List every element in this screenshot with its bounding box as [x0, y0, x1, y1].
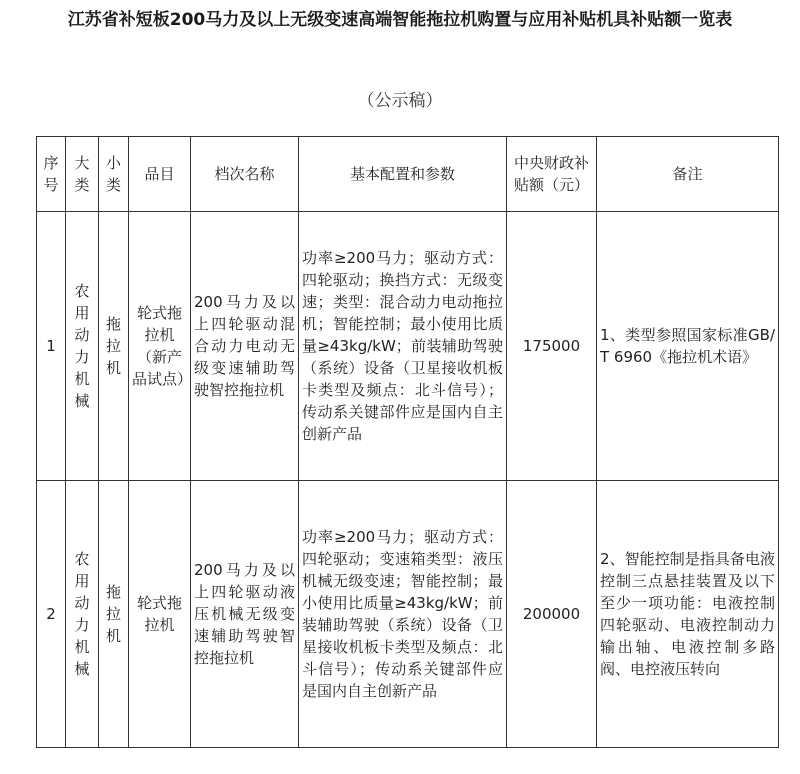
cell-seq: 1	[37, 212, 66, 481]
cell-config: 功率≥200马力；驱动方式：四轮驱动；换挡方式：无级变速；类型：混合动力电动拖拉机；智能控制；最小使用比质量≥43kg/kW；前装辅助驾驶（系统）设备（卫星接收机板卡类型及频点：北斗信号）；传动系关键部件应是国内自主创新产品	[299, 212, 507, 481]
table-row	[37, 212, 779, 481]
header-config: 基本配置和参数	[299, 137, 507, 212]
cell-grade: 200马力及以上四轮驱动液压机械无级变速辅助驾驶智控拖拉机	[191, 481, 299, 748]
cell-note: 1、类型参照国家标准GB/T 6960《拖拉机术语》	[597, 212, 779, 481]
page-subtitle: （公示稿）	[357, 91, 443, 111]
table-row	[37, 481, 779, 748]
cell-subsidy: 200000	[507, 481, 597, 748]
cell-subcategory: 拖拉机	[99, 481, 129, 748]
cell-note: 2、智能控制是指具备电液控制三点悬挂装置及以下至少一项功能：电液控制四轮驱动、电液控制动力输出轴、电液控制多路阀、电控液压转向	[597, 481, 779, 748]
cell-config: 功率≥200马力；驱动方式：四轮驱动；变速箱类型：液压机械无级变速；智能控制；最小使用比质量≥43kg/kW；前装辅助驾驶（系统）设备（卫星接收机板卡类型及频点：北斗信号）；传动系关键部件应是国内自主创新产品	[299, 481, 507, 748]
header-category: 大类	[66, 137, 99, 212]
header-item: 品目	[129, 137, 191, 212]
cell-subsidy: 175000	[507, 212, 597, 481]
cell-subcategory: 拖拉机	[99, 212, 129, 481]
cell-category: 农用动力机械	[66, 481, 99, 748]
cell-category: 农用动力机械	[66, 212, 99, 481]
page-title: 江苏省补短板200马力及以上无级变速高端智能拖拉机购置与应用补贴机具补贴额一览表	[67, 10, 733, 30]
header-grade: 档次名称	[191, 137, 299, 212]
header-subsidy: 中央财政补贴额（元）	[507, 137, 597, 212]
cell-item: 轮式拖拉机	[129, 481, 191, 748]
cell-seq: 2	[37, 481, 66, 748]
subsidy-table	[36, 136, 779, 748]
cell-item: 轮式拖拉机（新产品试点）	[129, 212, 191, 481]
header-subcategory: 小类	[99, 137, 129, 212]
header-note: 备注	[597, 137, 779, 212]
header-seq: 序号	[37, 137, 66, 212]
cell-grade: 200马力及以上四轮驱动混合动力电动无级变速辅助驾驶智控拖拉机	[191, 212, 299, 481]
table-header-row	[37, 137, 779, 212]
